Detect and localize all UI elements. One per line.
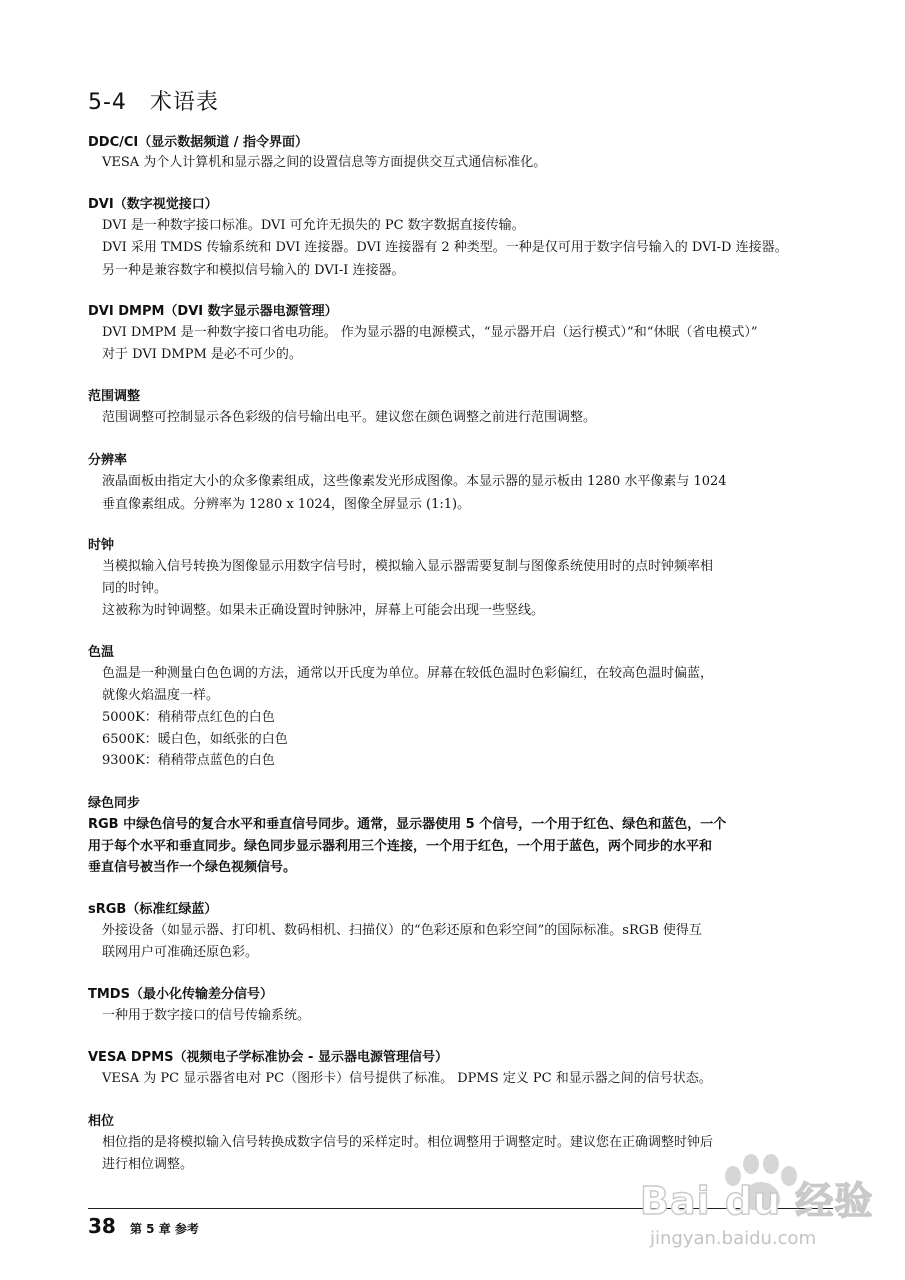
term-tmds: TMDS（最小化传输差分信号） (88, 987, 273, 1002)
definition-line: DVI 是一种数字接口标准。DVI 可允许无损失的 PC 数字数据直接传输。 (102, 218, 525, 233)
definition-line: 进行相位调整。 (102, 1157, 194, 1172)
term-srgb: sRGB（标准红绿蓝） (88, 902, 218, 917)
definition-line: 色温是一种测量白色色调的方法，通常以开氏度为单位。屏幕在较低色温时色彩偏红，在较高色温时偏蓝， (102, 666, 714, 681)
term-ddc-ci: DDC/CI（显示数据频道 / 指令界面） (88, 135, 309, 150)
definition-line: 另一种是兼容数字和模拟信号输入的 DVI-I 连接器。 (102, 263, 405, 278)
definition-line: 就像火焰温度一样。 (102, 688, 220, 703)
definition-line: VESA 为个人计算机和显示器之间的设置信息等方面提供交互式通信标准化。 (102, 155, 547, 170)
term-phase: 相位 (88, 1114, 115, 1129)
definition-line: DVI 采用 TMDS 传输系统和 DVI 连接器。DVI 连接器有 2 种类型。一种是仅可用于数字信号输入的 DVI-D 连接器。 (102, 240, 788, 255)
term-vesa-dpms: VESA DPMS（视频电子学标准协会 - 显示器电源管理信号） (88, 1050, 448, 1065)
definition-line: 用于每个水平和垂直同步。绿色同步显示器利用三个连接，一个用于红色，一个用于蓝色，两个同步的水平和 (88, 839, 713, 854)
page-number: 38 (88, 1214, 116, 1238)
definition-line: 9300K：稍稍带点蓝色的白色 (102, 753, 275, 768)
term-color-temperature: 色温 (88, 645, 115, 660)
definition-line: 相位指的是将模拟输入信号转换成数字信号的采样定时。相位调整用于调整定时。建议您在正确调整时钟后 (102, 1135, 714, 1150)
definition-line: 同的时钟。 (102, 581, 168, 596)
definition-line: RGB 中绿色信号的复合水平和垂直信号同步。通常，显示器使用 5 个信号，一个用于红色、绿色和蓝色，一个 (88, 817, 727, 832)
section-title: 5-4 术语表 (88, 90, 219, 115)
term-sync-on-green: 绿色同步 (88, 796, 141, 811)
definition-line: 范围调整可控制显示各色彩级的信号输出电平。建议您在颜色调整之前进行范围调整。 (102, 410, 597, 425)
definition-line: 对于 DVI DMPM 是必不可少的。 (102, 347, 302, 362)
watermark-brand: Bai du 经验 (640, 1179, 874, 1223)
definition-line: 6500K：暖白色，如纸张的白色 (102, 732, 288, 747)
watermark-url: jingyan.baidu.com (650, 1228, 817, 1249)
term-dvi-dmpm: DVI DMPM（DVI 数字显示器电源管理） (88, 304, 338, 319)
term-resolution: 分辨率 (88, 453, 128, 468)
term-range-adjustment: 范围调整 (88, 389, 141, 404)
term-clock: 时钟 (88, 538, 115, 553)
definition-line: 垂直像素组成。分辨率为 1280 x 1024，图像全屏显示 (1:1)。 (102, 497, 471, 512)
definition-line: 一种用于数字接口的信号传输系统。 (102, 1008, 311, 1023)
term-dvi: DVI（数字视觉接口） (88, 197, 218, 212)
definition-line: 这被称为时钟调整。如果未正确设置时钟脉冲，屏幕上可能会出现一些竖线。 (102, 603, 545, 618)
baidu-watermark (640, 1152, 890, 1272)
definition-line: 垂直信号被当作一个绿色视频信号。 (88, 860, 297, 875)
definition-line: VESA 为 PC 显示器省电对 PC（图形卡）信号提供了标准。 DPMS 定义 PC 和显示器之间的信号状态。 (102, 1071, 712, 1086)
definition-line: DVI DMPM 是一种数字接口省电功能。 作为显示器的电源模式，“显示器开启（运行模式）”和“休眠（省电模式）” (102, 325, 758, 340)
definition-line: 5000K：稍稍带点红色的白色 (102, 710, 275, 725)
definition-line: 当模拟输入信号转换为图像显示用数字信号时，模拟输入显示器需要复制与图像系统使用时的点时钟频率相 (102, 559, 714, 574)
definition-line: 液晶面板由指定大小的众多像素组成，这些像素发光形成图像。本显示器的显示板由 1280 水平像素与 1024 (102, 474, 727, 489)
chapter-label: 第 5 章 参考 (130, 1222, 199, 1236)
definition-line: 联网用户可准确还原色彩。 (102, 945, 259, 960)
definition-line: 外接设备（如显示器、打印机、数码相机、扫描仪）的“色彩还原和色彩空间”的国际标准。sRGB 使得互 (102, 923, 702, 938)
